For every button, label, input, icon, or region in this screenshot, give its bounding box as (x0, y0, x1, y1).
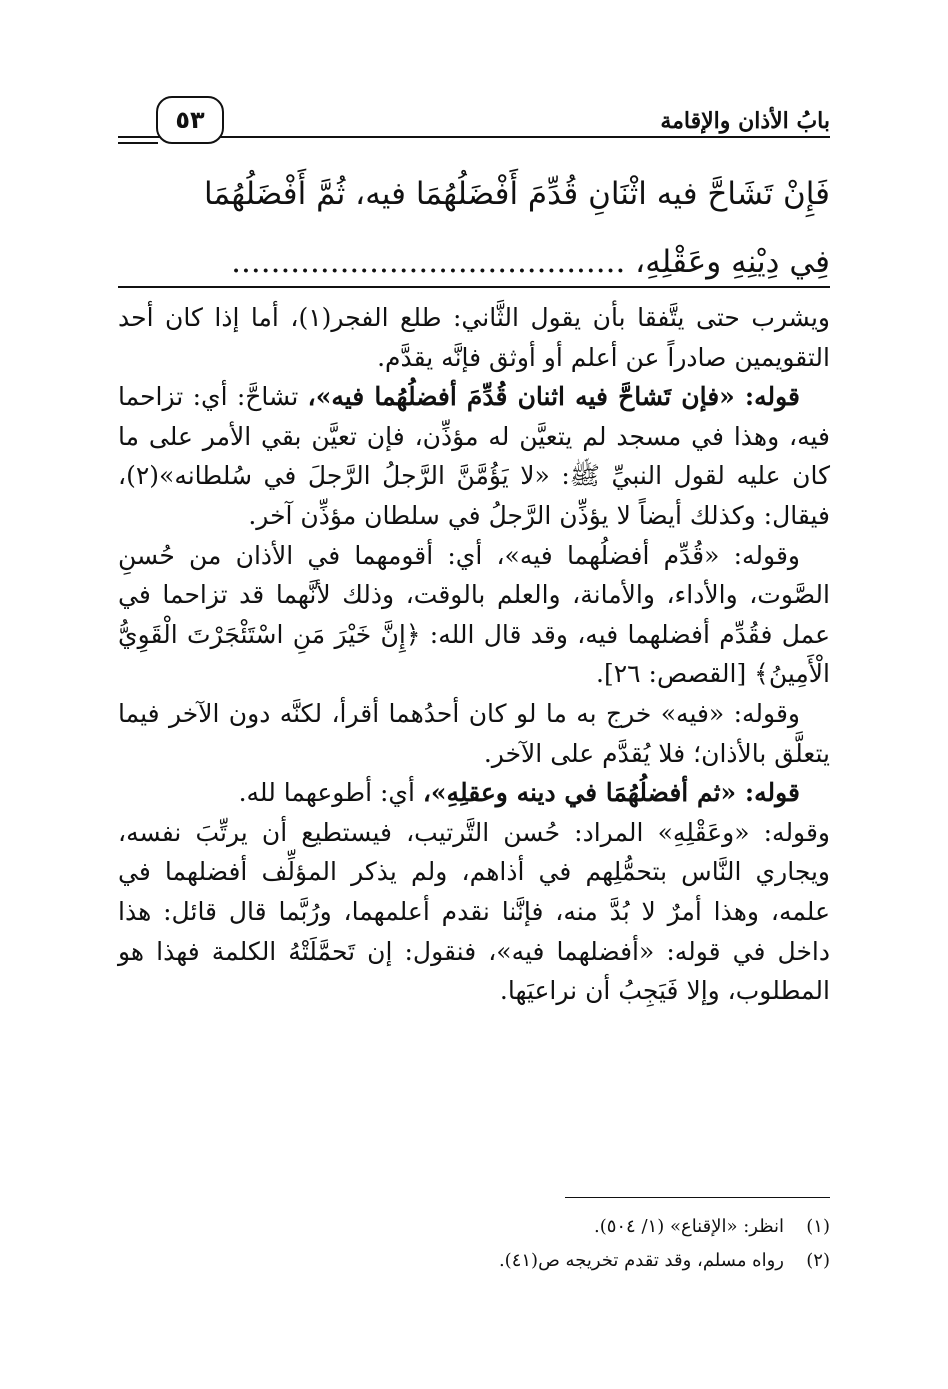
quote-heading: قوله: «فإن تَشاحَّ فيه اثنان قُدِّمَ أفضلُهُما فيه»، (307, 382, 800, 412)
footnote-text: انظر: «الإقناع» (١/ ٥٠٤). (593, 1216, 784, 1237)
footnote-number: (٢) (806, 1250, 830, 1271)
paragraph-text: أي: أطوعهما لله. (238, 778, 423, 808)
commentary (118, 298, 830, 1011)
page-header (118, 96, 830, 146)
page-number: ٥٣ (156, 96, 224, 144)
paragraph: وقوله: «قُدِّم أفضلُهما فيه»، أي: أقومهما في الأذان من حُسنِ الصَّوت، والأداء، والأمانة، والعلم بالوقت، وذلك لأنَّهما قد تزاحما في عمل فقُدِّم أفضلهما فيه، وقد قال الله: ﴿إِنَّ خَيْرَ مَنِ اسْتَئْجَرْتَ الْقَوِيُّ الْأَمِينُ﴾ [القصص: ٢٦]. (118, 540, 830, 689)
paragraph (118, 377, 830, 535)
footnote (118, 1244, 830, 1278)
paragraph (118, 773, 830, 813)
footnotes (118, 1210, 830, 1278)
footnote-number: (١) (806, 1216, 830, 1237)
footnote (118, 1210, 830, 1244)
matn-text (118, 160, 830, 296)
header-rule-short (118, 142, 158, 144)
chapter-title: بابُ الأذان والإقامة (660, 108, 830, 134)
paragraph: وقوله: «وعَقْلِهِ» المراد: حُسن التَّرتيب، فيستطيع أن يرتِّبَ نفسه، ويجاري النَّاس بتحمُّلِهم في أذاهم، ولم يذكر المؤلِّف أفضلهما في علمه، وهذا أمرٌ لا بُدَّ منه، فإنَّنا نقدم أعلمهما، ورُبَّما قال قائل: هذا داخل في قوله: «أفضلهما فيه»، فنقول: إن تَحمَّلَتْهُ الكلمة فهذا هو المطلوب، وإلا فَيَجِبُ أن نراعيَها. (118, 817, 830, 1006)
quote-heading: قوله: «ثم أفضلُهُمَا في دينه وعقلِهِ»، (422, 778, 800, 808)
paragraph: ويشرب حتى يتَّفقا بأن يقول الثَّاني: طلع الفجر(١)، أما إذا كان أحد التقويمين صادراً عن أعلم أو أوثق فإنَّه يقدَّم. (118, 303, 830, 372)
matn-line: فِي دِيْنِهِ وعَقْلِهِ، ........................................ (231, 244, 830, 280)
matn-line: فَإِنْ تَشَاحَّ فيه اثْنَانِ قُدِّمَ أَفْضَلُهُمَا فيه، ثُمَّ أَفْضَلُهُمَا (203, 176, 830, 212)
header-rule (118, 136, 830, 138)
footnote-text: رواه مسلم، وقد تقدم تخريجه ص(٤١). (498, 1250, 784, 1271)
paragraph: وقوله: «فيه» خرج به ما لو كان أحدُهما أقرأ، لكنَّه دون الآخر فيما يتعلَّق بالأذان؛ فلا يُقدَّم على الآخر. (118, 698, 830, 768)
matn-divider (118, 286, 830, 288)
paragraph-text: تشاحَّ: أي: تزاحما فيه، وهذا في مسجد لم يتعيَّن له مؤذِّن، فإن تعيَّن بقي الأمر على ما كان عليه لقول النبيِّ ﷺ: «لا يَؤُمَّنَّ الرَّجلُ الرَّجلَ في سُلطانه»(٢)، فيقال: وكذلك أيضاً لا يؤذِّن الرَّجلُ في سلطان مؤذِّن آخر. (118, 382, 830, 530)
footnote-rule (565, 1197, 830, 1198)
